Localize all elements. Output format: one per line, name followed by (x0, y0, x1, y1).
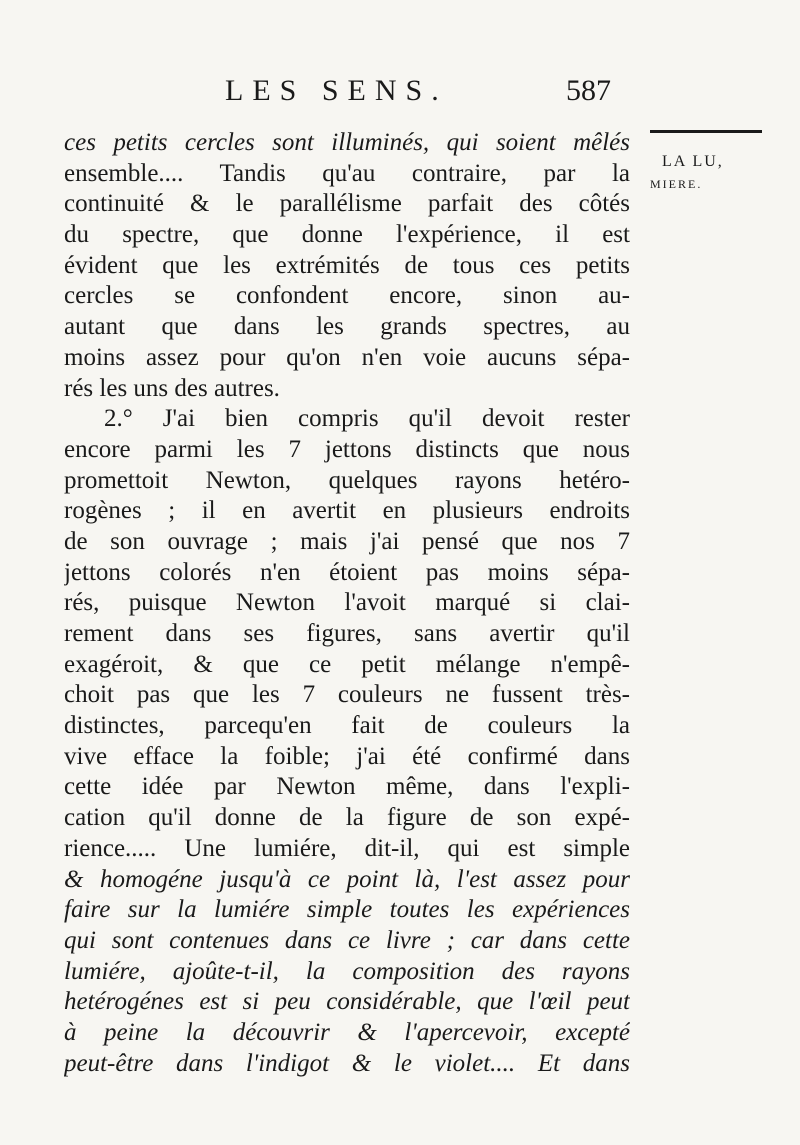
margin-note (650, 130, 765, 195)
text-line: qui sont contenues dans ce livre ; car dans cette (64, 926, 630, 954)
text-line: jettons colorés n'en étoient pas moins sépa- (64, 558, 630, 586)
text-line: rience..... Une lumiére, dit-il, qui est simple (64, 834, 630, 862)
margin-note-line-2: MIERE. (650, 177, 703, 191)
running-head (0, 74, 800, 114)
text-line: rogènes ; il en avertit en plusieurs endroits (64, 497, 630, 525)
text-line: hetérogénes est si peu considérable, que l'œil peut (64, 988, 630, 1016)
text-line: de son ouvrage ; mais j'ai pensé que nos 7 (64, 527, 630, 555)
text-line: ensemble.... Tandis qu'au contraire, par la (64, 159, 630, 187)
text-line: vive efface la foible; j'ai été confirmé dans (64, 742, 630, 770)
margin-rule (650, 130, 762, 133)
margin-note-line-1: LA LU, (662, 153, 724, 170)
text-line: du spectre, que donne l'expérience, il est (64, 221, 630, 249)
text-line: peut-être dans l'indigot & le violet.... Et dans (64, 1049, 630, 1077)
text-line: lumiére, ajoûte-t-il, la composition des rayons (64, 957, 630, 985)
text-line: exagéroit, & que ce petit mélange n'empê- (64, 650, 630, 678)
text-line: autant que dans les grands spectres, au (64, 313, 630, 341)
text-line: cette idée par Newton même, dans l'expli- (64, 773, 630, 801)
text-line: ces petits cercles sont illuminés, qui soient mêlés (64, 129, 630, 156)
text-line: continuité & le parallélisme parfait des côtés (64, 190, 630, 218)
text-line: promettoit Newton, quelques rayons hetéro- (64, 466, 630, 494)
text-line: cation qu'il donne de la figure de son expé- (64, 804, 630, 832)
text-line: distinctes, parcequ'en fait de couleurs la (64, 712, 630, 740)
text-line: choit pas que les 7 couleurs ne fussent très- (64, 681, 630, 709)
text-line: rement dans ses figures, sans avertir qu'il (64, 620, 630, 647)
text-line: moins assez pour qu'on n'en voie aucuns sépa- (64, 343, 630, 371)
page-number: 587 (566, 74, 611, 107)
text-line: à peine la découvrir & l'apercevoir, excepté (64, 1018, 630, 1046)
text-line: & homogéne jusqu'à ce point là, l'est assez pour (64, 865, 630, 893)
text-line: 2.° J'ai bien compris qu'il devoit rester (104, 405, 630, 433)
text-line: encore parmi les 7 jettons distincts que nous (64, 435, 630, 463)
running-title: LES SENS. (225, 74, 448, 107)
body-text (64, 128, 630, 1079)
text-line: évident que les extrémités de tous ces petits (64, 251, 630, 279)
text-line: faire sur la lumiére simple toutes les expériences (64, 896, 630, 924)
text-line: cercles se confondent encore, sinon au- (64, 282, 630, 310)
text-line: rés les uns des autres. (64, 374, 280, 402)
text-line: rés, puisque Newton l'avoit marqué si clai- (64, 589, 630, 617)
